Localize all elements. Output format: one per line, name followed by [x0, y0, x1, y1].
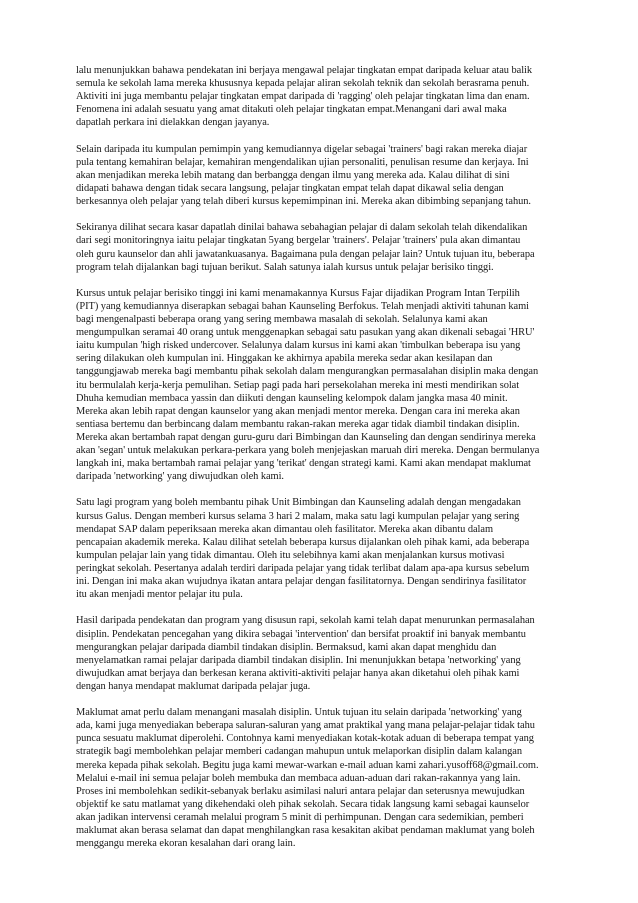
- text-line: langkah ini, maka bertambah ramai pelajar yang 'terikat' dengan strategi kami. Kami akan mendapat maklumat: [76, 458, 531, 470]
- text-line: Mereka akan bertambah rapat dengan guru-guru dari Bimbingan dan Kaunseling dan dengan sendirinya mereka: [76, 431, 536, 443]
- text-line: sering dilakukan oleh kumpulan ini. Hinggakan ke akhirnya apabila mereka sedar akan kesilapan dan: [76, 353, 493, 365]
- text-line: menyelamatkan ramai pelajar daripada diambil tindakan disiplin. Ini menunjukkan betapa 'networking' yang: [76, 654, 521, 666]
- text-line: dapatlah perkara ini dielakkan dengan jayanya.: [76, 117, 270, 129]
- text-line: menggangu mereka ekoran kesalahan dari orang lain.: [76, 838, 296, 850]
- text-line: dengan hanya mendapat maklumat daripada pelajar juga.: [76, 680, 311, 692]
- text-line: akan menjadikan mereka lebih matang dan berbangga dengan ilmu yang mereka ada. Kalau dilihat di sini: [76, 169, 510, 181]
- text-line: Selain daripada itu kumpulan pemimpin yang kemudiannya digelar sebagai 'trainers' bagi rakan mereka diajar: [76, 143, 528, 155]
- text-line: pula tentang kemahiran belajar, kemahiran mengendalikan ujian personaliti, penulisan resume dan kerjaya. Ini: [76, 156, 529, 168]
- text-line: mengurangkan pelajar daripada diambil tindakan disiplin. Bermaksud, kami akan dapat menghidu dan: [76, 641, 497, 653]
- text-line: Fenomena ini adalah sesuatu yang amat ditakuti oleh pelajar tingkatan empat.Menangani dari awal maka: [76, 104, 507, 116]
- text-line: tanggungjawab mereka bagi membantu pihak sekolah dalam mengurangkan permasalahan disiplin maka dengan: [76, 366, 539, 378]
- text-line: kumpulan pelajar lain yang tidak dimantau. Oleh itu selebihnya kami akan menjalankan kursus motivasi: [76, 549, 505, 561]
- text-line: Satu lagi program yang boleh membantu pihak Unit Bimbingan dan Kaunseling adalah dengan mengadakan: [76, 497, 521, 509]
- text-line: dari segi monitoringnya iaitu pelajar tingkatan 5yang bergelar 'trainers'. Pelajar 'trainers' pula akan dimantau: [76, 235, 521, 247]
- text-line: mereka kepada pihak sekolah. Begitu juga kami mewar-warkan e-mail aduan kami zahari.yusoff68@gmail.com.: [76, 759, 539, 771]
- text-line: disiplin. Pendekatan pencegahan yang dikira sebagai 'intervention' dan bersifat proaktif ini banyak membantu: [76, 628, 526, 640]
- text-line: (PIT) yang kemudiannya diserapkan sebagai bahan Kaunseling Berfokus. Telah menjadi aktiviti tahunan kami: [76, 300, 529, 312]
- text-line: Dhuha kemudian membaca yassin dan diikuti dengan kaunseling kelompok dalam jangka masa 40 minit.: [76, 392, 508, 404]
- text-line: peringkat sekolah. Pesertanya adalah terdiri daripada pelajar yang tidak terlibat dalam apa-apa kursus sebelum: [76, 562, 530, 574]
- text-line: ini. Dengan ini maka akan wujudnya ikatan antara pelajar dengan fasilitatornya. Dengan sendirinya fasilitator: [76, 576, 527, 588]
- text-line: Aktiviti ini juga membantu pelajar tingkatan empat daripada di 'ragging' oleh pelajar tingkatan lima dan enam.: [76, 91, 530, 103]
- text-line: itu bermulalah kerja-kerja pemulihan. Setiap pagi pada hari persekolahan mereka ini mesti mendirikan solat: [76, 379, 520, 391]
- text-line: Proses ini membolehkan sedikit-sebanyak berlaku asimilasi naluri antara pelajar dan seterusnya mewujudkan: [76, 785, 525, 797]
- text-line: Maklumat amat perlu dalam menangani masalah disiplin. Untuk tujuan itu selain daripada 'networking' yang: [76, 707, 522, 719]
- text-line: strategik bagi membolehkan pelajar memberi cadangan mahupun untuk melaporkan disiplin dalam kalangan: [76, 746, 522, 758]
- text-line: sentiasa bertemu dan berbincang dalam membantu rakan-rakan mereka agar tidak diambil tindakan disiplin.: [76, 418, 520, 430]
- body-paragraph: [76, 221, 560, 273]
- text-line: objektif ke satu matlamat yang dikehendaki oleh pihak sekolah. Secara tidak langsung kami sebagai kaunselor: [76, 798, 530, 810]
- text-line: oleh guru kaunselor dan ahli jawatankuasanya. Bagaimana pula dengan pelajar lain? Untuk tujuan itu, beberapa: [76, 248, 535, 260]
- text-line: akan jadikan intervensi ceramah melalui program 5 minit di perhimpunan. Dengan cara sedemikian, pemberi: [76, 811, 524, 823]
- text-line: program telah dijalankan bagi tujuan berikut. Salah satunya ialah kursus untuk pelajar berisiko tinggi.: [76, 261, 494, 273]
- text-line: Mereka akan lebih rapat dengan kaunselor yang akan menjadi mentor mereka. Dengan cara ini mereka akan: [76, 405, 520, 417]
- body-paragraph: [76, 496, 560, 601]
- text-line: ada, kami juga menyediakan beberapa saluran-saluran yang amat praktikal yang mana pelajar-pelajar tidak tahu: [76, 720, 535, 732]
- text-line: iaitu kumpulan 'high risked undercover. Selalunya dalam kursus ini kami akan 'timbulkan beberapa isu yang: [76, 340, 521, 352]
- text-line: maklumat akan berasa selamat dan dapat menghilangkan rasa kesakitan akibat pendaman maklumat yang boleh: [76, 825, 535, 836]
- body-paragraph: [76, 706, 560, 850]
- text-line: diwujudkan amat berjaya dan berkesan kerana aktiviti-aktiviti pelajar hanya akan diketahui oleh pihak kami: [76, 667, 520, 679]
- text-line: Melalui e-mail ini semua pelajar boleh membuka dan membaca aduan-aduan dari rakan-rakannya yang lain.: [76, 772, 521, 784]
- document-page: [76, 64, 560, 850]
- text-line: semula ke sekolah lama mereka khususnya kepada pelajar aliran sekolah teknik dan sekolah berasrama penuh.: [76, 78, 530, 90]
- body-paragraph: [76, 143, 560, 208]
- text-line: pencapaian akademik mereka. Kalau dilihat setelah beberapa kursus dijalankan oleh pihak kami, ada beberapa: [76, 536, 530, 548]
- text-line: mendapat SAP dalam peperiksaan mereka akan dimantau oleh fasilitator. Mereka akan dibantu dalam: [76, 523, 493, 535]
- body-paragraph: [76, 614, 560, 693]
- text-line: mengumpulkan seramai 40 orang untuk menggenapkan sebagai satu pasukan yang akan dikenali sebagai 'HRU': [76, 327, 535, 339]
- text-line: kursus Galus. Dengan memberi kursus selama 3 hari 2 malam, maka satu lagi kumpulan pelajar yang sering: [76, 510, 520, 522]
- body-paragraph: [76, 287, 560, 483]
- text-line: akan 'segan' untuk melakukan perkara-perkara yang boleh menjejaskan maruah diri mereka. Dengan bermulanya: [76, 445, 540, 456]
- text-line: Sekiranya dilihat secara kasar dapatlah dinilai bahawa sebahagian pelajar di dalam sekolah telah dikendalikan: [76, 222, 528, 234]
- text-line: daripada 'networking' yang diwujudkan oleh kami.: [76, 471, 284, 483]
- text-line: itu akan menjadi mentor pelajar itu pula.: [76, 589, 243, 601]
- text-line: Kursus untuk pelajar berisiko tinggi ini kami menamakannya Kursus Fajar dijadikan Program Intan Terpilih: [76, 287, 520, 299]
- text-line: lalu menunjukkan bahawa pendekatan ini berjaya mengawal pelajar tingkatan empat daripada keluar atau balik: [76, 65, 533, 76]
- text-line: didapati bahawa dengan tidak secara langsung, pelajar tingkatan empat telah dapat dikawal selia dengan: [76, 182, 504, 194]
- body-paragraph: [76, 64, 560, 129]
- text-line: punca sesuatu maklumat diperolehi. Contohnya kami menyediakan kotak-kotak aduan di beberapa tempat yang: [76, 733, 534, 745]
- text-line: Hasil daripada pendekatan dan program yang disusun rapi, sekolah kami telah dapat menurunkan permasalahan: [76, 615, 535, 627]
- text-line: berkesannya oleh pelajar yang telah diberi kursus kepemimpinan ini. Mereka akan dibimbing sepanjang tahun.: [76, 196, 531, 208]
- text-line: bagi mengenalpasti beberapa orang yang sering membawa masalah di sekolah. Selalunya kami akan: [76, 314, 488, 326]
